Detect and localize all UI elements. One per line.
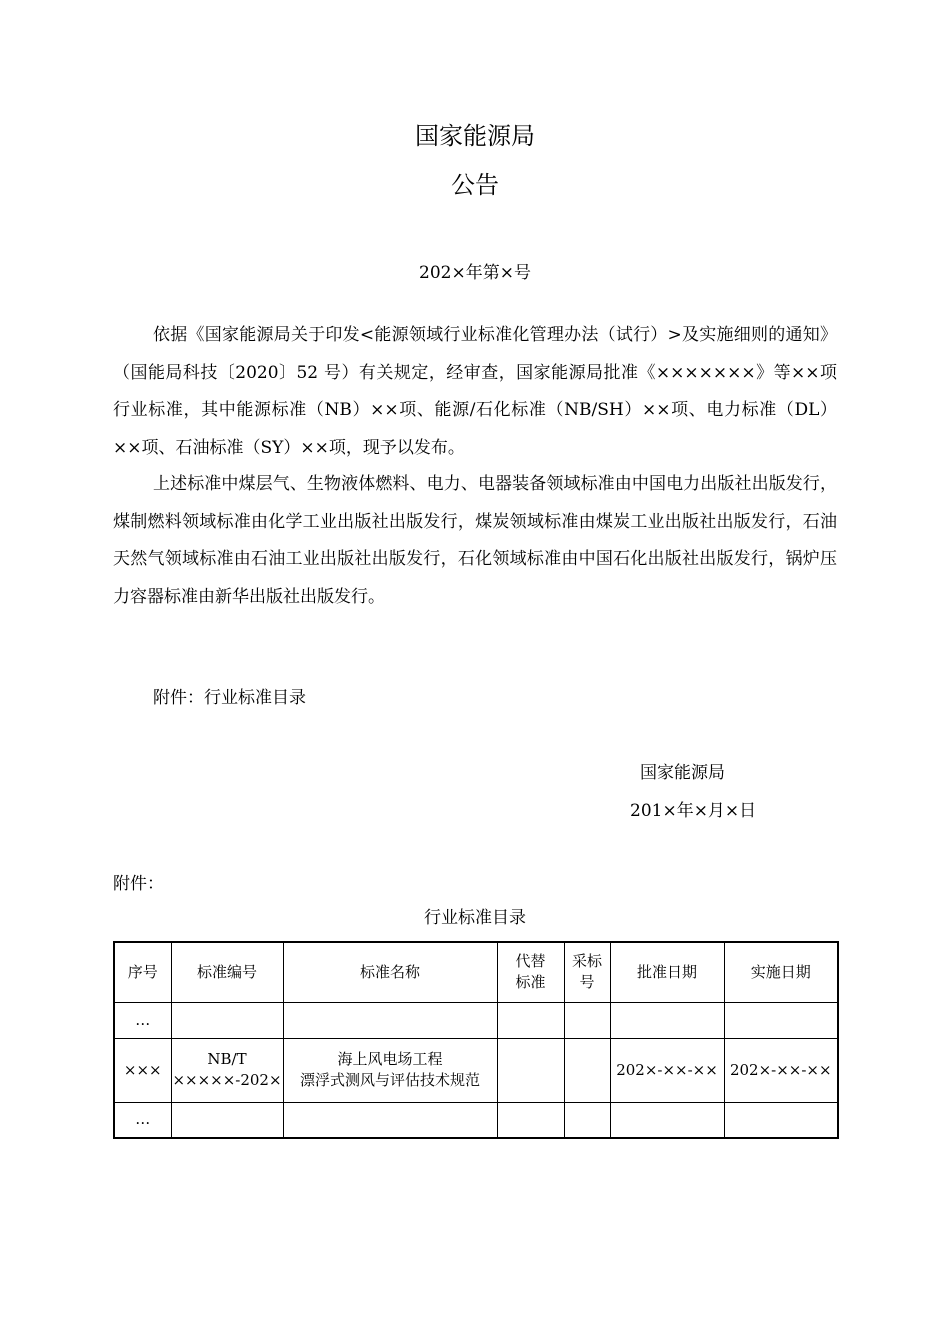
table-row [114, 1038, 838, 1102]
cell-name [283, 1102, 497, 1138]
cell-name-line2: 漂浮式测风与评估技术规范 [299, 1071, 480, 1089]
cell-impl-date [724, 1002, 838, 1038]
cell-adopt [564, 1102, 610, 1138]
cell-approve-date [610, 1102, 724, 1138]
cell-code [171, 1038, 283, 1102]
cell-replace [497, 1038, 564, 1102]
header-adopt-line2: 号 [579, 973, 595, 992]
cell-name [283, 1002, 497, 1038]
cell-replace [497, 1102, 564, 1138]
header-replace-line2: 标准 [515, 973, 546, 992]
header-replace-line1: 代替 [515, 952, 546, 971]
attachment-reference: 附件：行业标准目录 [153, 688, 306, 708]
cell-adopt [564, 1038, 610, 1102]
header-seq: 序号 [114, 942, 171, 1002]
table-row [114, 1002, 838, 1038]
doc-type-title: 公告 [451, 171, 499, 199]
cell-adopt [564, 1002, 610, 1038]
cell-replace [497, 1002, 564, 1038]
cell-seq: … [114, 1102, 171, 1138]
cell-approve-date [610, 1002, 724, 1038]
cell-name-line1: 海上风电场工程 [337, 1050, 443, 1068]
signature-org: 国家能源局 [640, 763, 725, 783]
cell-code [171, 1102, 283, 1138]
header-approve-date: 批准日期 [610, 942, 724, 1002]
signature-date: 201×年×月×日 [630, 801, 757, 821]
cell-code-line1: NB/T [207, 1050, 247, 1068]
table-row [114, 1102, 838, 1138]
document-number: 202×年第×号 [419, 263, 531, 283]
header-impl-date: 实施日期 [724, 942, 838, 1002]
header-replace [497, 942, 564, 1002]
cell-seq: ××× [114, 1038, 171, 1102]
cell-seq: … [114, 1002, 171, 1038]
cell-impl-date [724, 1102, 838, 1138]
cell-impl-date: 202×-××-×× [724, 1038, 838, 1102]
header-adopt-line1: 采标 [571, 952, 602, 971]
cell-name [283, 1038, 497, 1102]
cell-code [171, 1002, 283, 1038]
standards-table [113, 941, 839, 1139]
header-adopt [564, 942, 610, 1002]
cell-code-line2: ×××××-202× [172, 1071, 282, 1089]
cell-approve-date: 202×-××-×× [610, 1038, 724, 1102]
attachment-label: 附件： [113, 874, 164, 894]
paragraph-basis: 依据《国家能源局关于印发<能源领域行业标准化管理办法（试行）>及实施细则的通知》（国能局科技〔2020〕52 号）有关规定，经审查，国家能源局批准《×××××××》等××项行业标准，其中能源标准（NB）××项、能源/石化标准（NB/SH）××项、电力标准（DL）××项、石油标准（SY）××项，现予以发布。 [113, 325, 837, 458]
header-code: 标准编号 [171, 942, 283, 1002]
org-title: 国家能源局 [415, 122, 535, 150]
paragraph-publishers: 上述标准中煤层气、生物液体燃料、电力、电器装备领域标准由中国电力出版社出版发行，煤制燃料领域标准由化学工业出版社出版发行，煤炭领域标准由煤炭工业出版社出版发行，石油天然气领域标准由石油工业出版社出版发行，石化领域标准由中国石化出版社出版发行，锅炉压力容器标准由新华出版社出版发行。 [113, 474, 837, 607]
header-name: 标准名称 [283, 942, 497, 1002]
table-title: 行业标准目录 [424, 908, 526, 928]
table-header-row [114, 942, 838, 1002]
